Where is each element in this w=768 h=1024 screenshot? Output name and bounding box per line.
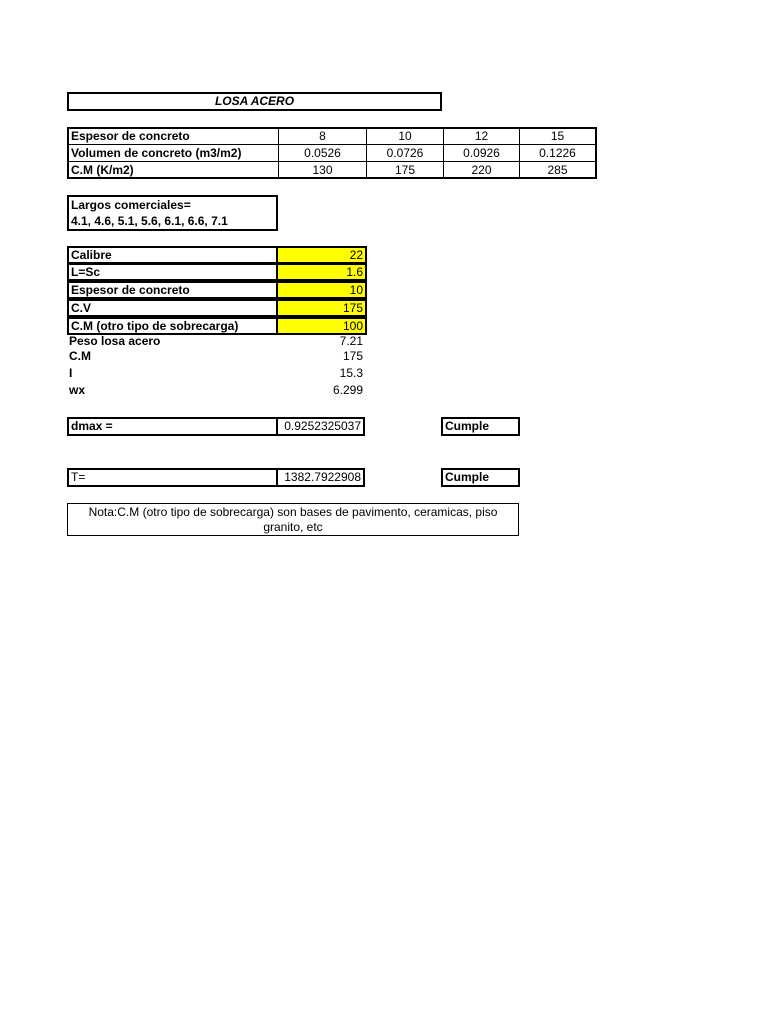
largos-comerciales-box — [67, 195, 278, 231]
lsc-input[interactable]: 1.6 — [276, 263, 367, 281]
computed-value: 7.21 — [339, 334, 363, 348]
computed-row — [69, 348, 365, 365]
cv-input[interactable]: 175 — [276, 299, 367, 317]
input-row — [67, 281, 367, 299]
cm-cell: 175 — [394, 163, 416, 177]
cm-cell: 130 — [312, 163, 333, 177]
t-row — [67, 468, 367, 487]
dmax-label: dmax = — [67, 417, 278, 436]
dmax-value: 0.9252325037 — [276, 417, 365, 436]
computed-label: C.M — [69, 349, 91, 363]
volume-cell: 0.1226 — [539, 146, 576, 160]
cm-cell: 220 — [471, 163, 492, 177]
thickness-table — [67, 127, 597, 179]
volume-cell: 0.0526 — [304, 146, 341, 160]
cm-row-label: C.M (K/m2) — [71, 163, 134, 177]
thickness-cell: 15 — [550, 129, 565, 143]
computed-label: wx — [69, 383, 86, 397]
computed-value: 175 — [342, 349, 363, 363]
t-value: 1382.7922908 — [276, 468, 365, 487]
largos-values: 4.1, 4.6, 5.1, 5.6, 6.1, 6.6, 7.1 — [71, 214, 228, 228]
volume-cell: 0.0726 — [386, 146, 424, 160]
computed-row — [69, 365, 365, 382]
input-label: L=Sc — [67, 263, 278, 281]
input-label: C.M (otro tipo de sobrecarga) — [67, 317, 278, 335]
thickness-cell: 8 — [319, 129, 326, 143]
input-row — [67, 299, 367, 317]
input-row — [67, 263, 367, 281]
t-label: T= — [67, 468, 278, 487]
cm-sobrecarga-input[interactable]: 100 — [276, 317, 367, 335]
computed-row — [69, 382, 365, 399]
sheet-title: LOSA ACERO — [67, 92, 442, 111]
dmax-row — [67, 417, 367, 436]
computed-label: I — [69, 366, 73, 380]
input-label: Espesor de concreto — [67, 281, 278, 299]
computed-value: 6.299 — [332, 383, 363, 397]
espesor-input[interactable]: 10 — [276, 281, 367, 299]
dmax-status: Cumple — [441, 417, 520, 436]
note-box: Nota:C.M (otro tipo de sobrecarga) son bases de pavimento, ceramicas, piso granito, etc — [67, 503, 519, 536]
input-row — [67, 246, 367, 264]
volume-cell: 0.0926 — [463, 146, 500, 160]
volume-row-label: Volumen de concreto (m3/m2) — [71, 146, 242, 160]
largos-label: Largos comerciales= — [71, 198, 191, 212]
computed-value: 15.3 — [339, 366, 363, 380]
input-label: Calibre — [67, 246, 278, 264]
t-status: Cumple — [441, 468, 520, 487]
thickness-cell: 12 — [474, 129, 489, 143]
cm-cell: 285 — [547, 163, 568, 177]
input-label: C.V — [67, 299, 278, 317]
calibre-input[interactable]: 22 — [276, 246, 367, 264]
computed-label: Peso losa acero — [69, 334, 161, 348]
thickness-cell: 10 — [398, 129, 412, 143]
thickness-row-label: Espesor de concreto — [71, 129, 190, 143]
